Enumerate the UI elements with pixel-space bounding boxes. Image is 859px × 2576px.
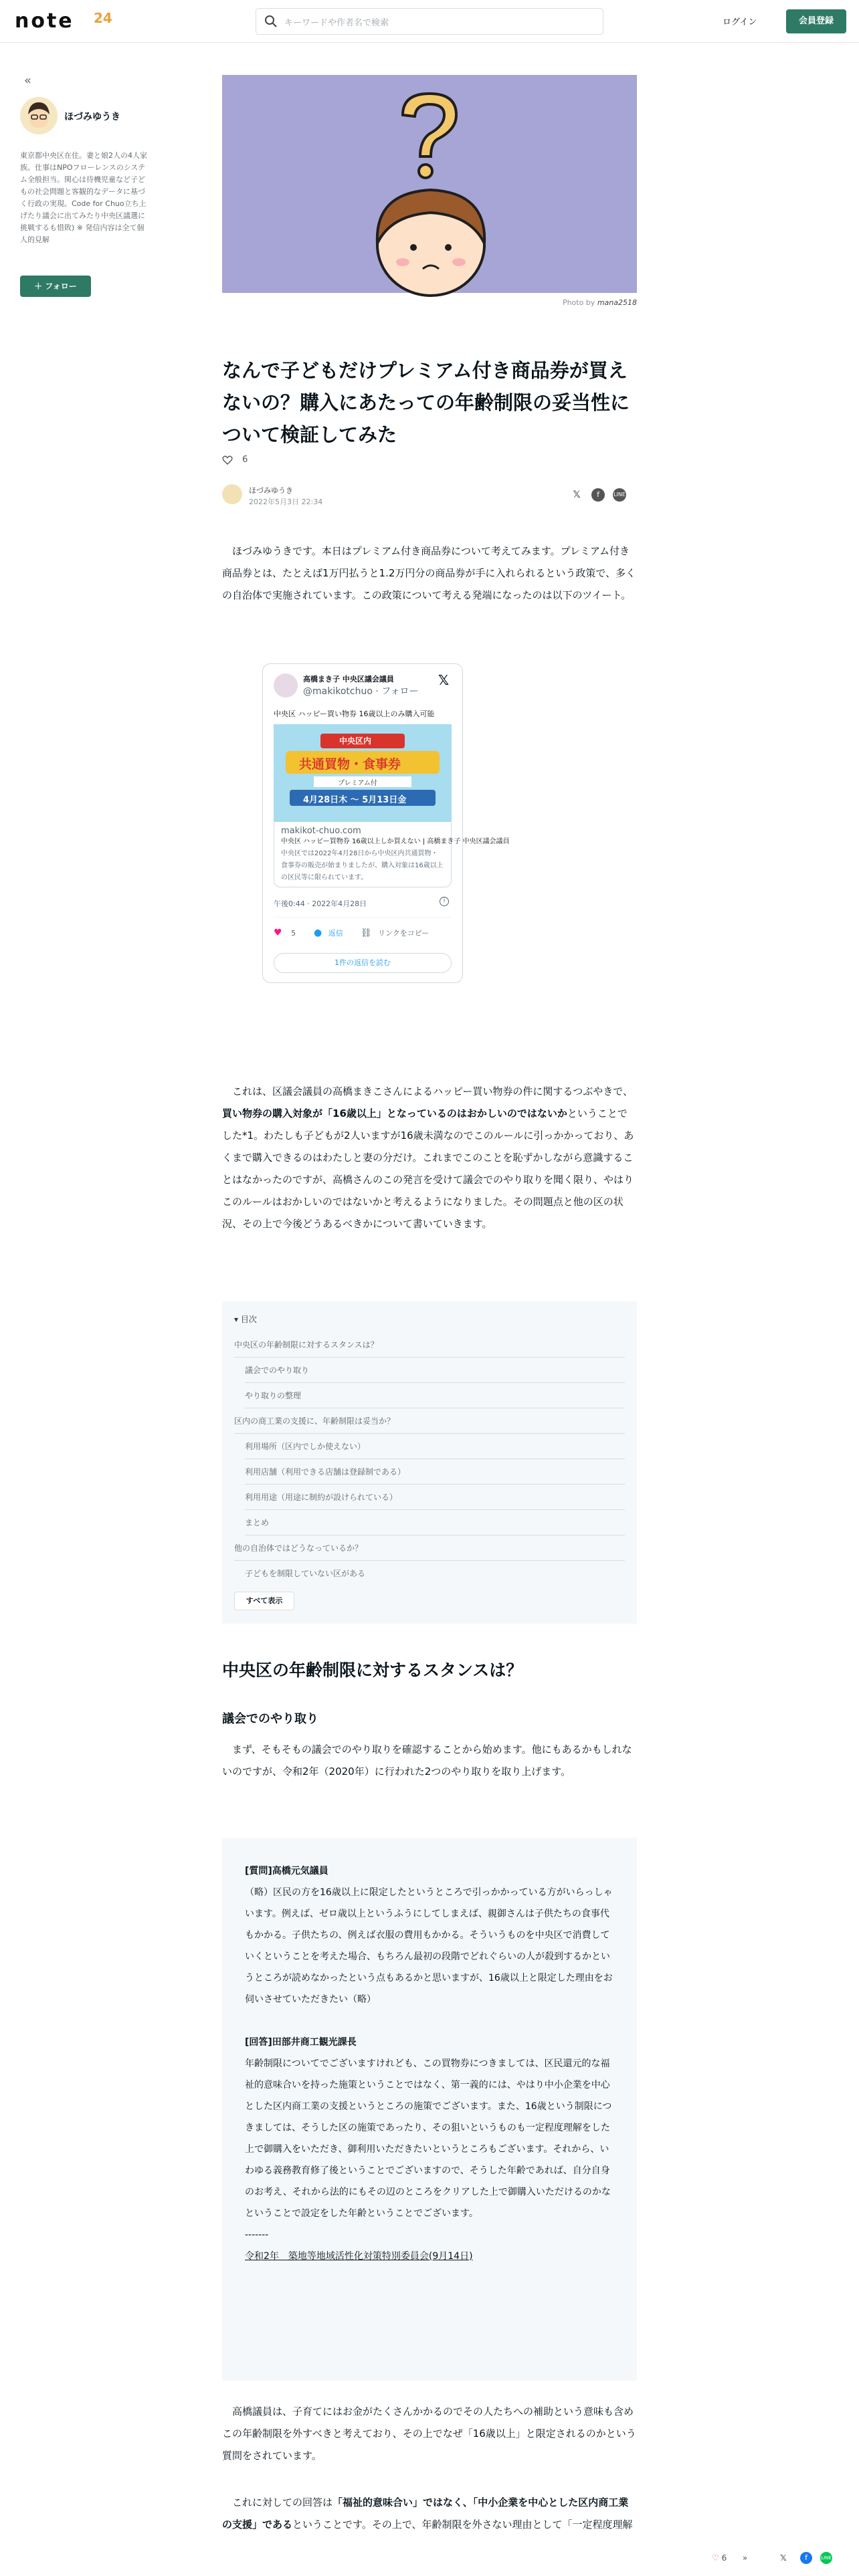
sticky-action-bar [0, 2541, 859, 2576]
tweet-reply-button[interactable] [314, 928, 343, 938]
toc-item[interactable]: 利用場所（区内でしか使えない） [245, 1434, 625, 1459]
footer-line-icon[interactable]: LINE [820, 2552, 832, 2564]
toc-header[interactable] [234, 1313, 257, 1325]
author-bio: 東京都中央区在住。妻と娘2人の4人家族。仕事はNPOフローレンスのシステム全般担当。関心は待機児童など子どもの社会問題と客観的なデータに基づく行政の実現。Code for Chuo立ち上げたり議会に出てみたり中央区議選に挑戦するも惜敗) ※ 発信内容は全て個人的見解 [20, 151, 147, 244]
table-of-contents [222, 1301, 637, 1624]
publish-date: 2022年5月3日 22:34 [249, 498, 323, 506]
card-domain: makikot-chuo.com [281, 826, 361, 836]
link-icon: ⛓ [361, 928, 372, 938]
card-title: 中央区 ハッピー買物券 16歳以上しか買えない | 高橋まき子 中央区議会議員 [281, 838, 510, 845]
toc-heading: 目次 [240, 1315, 257, 1324]
flyer-dates: 4月28日木 ～ 5月13日金 [303, 795, 407, 805]
photo-credit-prefix: Photo by [562, 298, 595, 307]
footer-like-count: 6 [721, 2553, 727, 2563]
info-icon[interactable]: i [440, 897, 449, 906]
tweet-like-button[interactable] [274, 928, 296, 938]
footer-collapse-icon[interactable]: » [743, 2553, 748, 2563]
card-description: 中央区では2022年4月28日から中央区内共通買物・食事券の販売が始まりましたが、購入対象は16歳以上の区民等に限られています。 [281, 850, 444, 881]
p5-text-a: これに対しての回答は [232, 2496, 333, 2508]
like-count: 6 [242, 455, 248, 465]
article-meta [222, 481, 637, 508]
paragraph-2 [222, 1081, 637, 1235]
note-logo[interactable]: note [15, 9, 74, 33]
copy-link-label: リンクをコピー [378, 929, 430, 938]
question-body: （略）区民の方を16歳以上に限定したというところで引っかかっている方がいらっしゃいます。例えば、ゼロ歳以上というふうにしてしまえば、親御さんは子供たちの食事代もかかる。子供たちの、例えば衣服の費用もかかる。そういうものを中央区で消費していくということを考えた場合、もちろん最初の段階でどれぐらいの人が殺到するかというところが読めなかったという点もあるかと思いますが、16歳以上と限定した理由をお伺いさせていただきたい（略） [245, 1887, 613, 2005]
reply-label: 返信 [328, 929, 343, 938]
collapse-sidebar-icon[interactable]: « [24, 74, 32, 88]
svg-text:24: 24 [94, 10, 112, 26]
footer-like-button[interactable] [712, 2553, 727, 2563]
quote-source-link[interactable]: 令和2年 築地等地域活性化対策特別委員会(9月14日) [245, 2251, 473, 2262]
follow-label: フォロー [45, 282, 77, 291]
paragraph-3: まず、そもそもの議会でのやり取りを確認することから始めます。他にもあるかもしれないのですが、令和2年（2020年）に行われた2つのやり取りを取り上げます。 [222, 1743, 632, 1778]
p2-bold: 買い物券の購入対象が「16歳以上」となっているのはおかしいのではないか [222, 1107, 567, 1119]
meta-author-name[interactable]: ほづみゆうき [249, 486, 293, 495]
p2-text-a: これは、区議会議員の高橋まきこさんによるハッピー買い物券の件に関するつぶやきで、 [232, 1085, 633, 1097]
subsection-heading: 議会でのやり取り [222, 1712, 318, 1726]
sidebar-author-name[interactable]: ほづみゆうき [64, 112, 120, 122]
p5-bold: 「福祉的意味合い」ではなく、「中小企業を中心とした区内商工業の支援」である [222, 2496, 629, 2531]
tweet-link-card[interactable] [274, 822, 510, 887]
hero-image [222, 75, 637, 293]
search-icon [264, 15, 278, 28]
tweet-heart-icon: ♥ [274, 928, 282, 938]
heart-icon[interactable] [222, 455, 233, 465]
p5-text-c: ということです。その上で、年齢制限を外さない理由として「一定程度理解 [292, 2518, 633, 2531]
footer-x-icon[interactable]: 𝕏 [780, 2553, 787, 2563]
toc-item[interactable]: 利用店舗（利用できる店舗は登録制である） [245, 1459, 625, 1485]
login-link[interactable]: ログイン [723, 17, 757, 27]
toc-item[interactable]: 利用用途（用途に制約が設けられている） [245, 1485, 625, 1510]
toc-item[interactable]: 区内の商工業の支援に、年齢制限は妥当か？ [234, 1408, 625, 1434]
toc-item[interactable]: やり取りの整理 [245, 1383, 625, 1408]
user-plus-icon: ＋ [34, 282, 45, 291]
x-logo-icon[interactable]: 𝕏 [438, 672, 450, 688]
tweet-author-name[interactable]: 高橋まき子 中央区議会議員 [303, 675, 394, 683]
facebook-share-icon[interactable]: f [591, 488, 605, 502]
p2-text-c: ということでした*1。わたしも子どもが2人いますが16歳未満なのでこのルールに引っかかっており、あくまで購入できるのはわたしと妻の分だけ。これまでこのことを恥ずかしながら意識することはなかったのですが、高橋さんのこの発言を受けて議会でのやり取りを聞く限り、やはりこのルールはおかしいのではないかと考えるようになりました。その問題点と他の区の状況、その上で今後どうあるべきかについて書いていきます。 [222, 1107, 634, 1230]
tweet-divider [274, 917, 452, 918]
x-share-icon[interactable]: 𝕏 [573, 490, 581, 500]
answer-body: 年齢制限についてでございますけれども、この買物券につきましては、区民還元的な福祉的意味合いを持った施策ということではなく、第一義的には、やはり中小企業を中心とした区内商工業の支援というところの施策でございます。また、16歳という制限につきましては、そうした区の施策であったり、その狙いというものも一定程度理解をした上で御購入をいただき、御利用いただきたいというところもございます。それから、いわゆる義務教育修了後ということでございますので、そうした年齢であれば、自分自身のお考え、それから法的にもその辺のところをクリアした上で御購入いただけるのかなということで設定をした年齢ということでございます。 [245, 2058, 612, 2219]
footer-facebook-icon[interactable]: f [800, 2552, 812, 2564]
tweet-timestamp[interactable]: 午後0:44 · 2022年4月28日 [274, 899, 367, 908]
photo-credit-name[interactable]: mana2518 [597, 298, 637, 307]
flyer-title-line1: 中央区内 [339, 736, 372, 746]
article-title: なんで子どもだけプレミアム付き商品券が買えないの？購入にあたっての年齢制限の妥当性について検証してみた [222, 359, 630, 446]
reply-bubble-icon: ● [314, 928, 322, 938]
quote-dashes: ------- [245, 2230, 269, 2240]
tweet-like-count: 5 [291, 929, 296, 938]
paragraph-5 [222, 2492, 637, 2539]
section-heading: 中央区の年齢制限に対するスタンスは？ [222, 1660, 523, 1680]
signup-button[interactable]: 会員登録 [786, 9, 846, 33]
tweet-avatar[interactable] [274, 673, 298, 697]
read-replies-button[interactable]: 1件の返信を読む [274, 953, 452, 973]
toc-item[interactable]: 議会でのやり取り [245, 1358, 625, 1383]
paragraph-4: 高橋議員は、子育てにはお金がたくさんかかるのでその人たちへの補助という意味も含めこの年齢制限を外すべきと考えており、その上でなぜ「16歳以上」と限定されるのかという質問をされています。 [222, 2405, 636, 2462]
embedded-tweet[interactable] [262, 663, 510, 983]
footer-heart-icon: ♡ [712, 2553, 719, 2563]
intro-paragraph: ほづみゆうきです。本日はプレミアム付き商品券について考えてみます。プレミアム付き商品券とは、たとえば1万円払うと1.2万円分の商品券が手に入れられるという政策で、多くの自治体で実施されています。この政策について考える発端になったのは以下のツイート。 [222, 545, 636, 601]
toc-item[interactable]: 他の自治体ではどうなっているか？ [234, 1535, 625, 1561]
flyer-title-line2: 共通買物・食事券 [299, 757, 401, 772]
flyer-title-line3: プレミアム付 [338, 780, 377, 787]
toc-item[interactable]: 子どもを制限していない区がある [245, 1569, 366, 1578]
toc-show-all-button[interactable]: すべて表示 [234, 1592, 294, 1610]
follow-button[interactable] [20, 276, 91, 297]
toc-item[interactable]: 中央区の年齢制限に対するスタンスは？ [234, 1332, 625, 1358]
tweet-handle[interactable]: @makikotchuo · フォロー [303, 686, 419, 697]
tweet-copy-link-button[interactable] [361, 928, 429, 938]
author-avatar[interactable] [20, 97, 58, 134]
quote-block [222, 1838, 637, 2381]
author-avatar-small[interactable] [222, 484, 242, 504]
site-header [0, 0, 859, 43]
line-share-icon[interactable]: LINE [613, 488, 626, 502]
answer-heading: [回答]田部井商工観光課長 [245, 2037, 357, 2048]
toc-item[interactable]: まとめ [245, 1510, 625, 1535]
tweet-text: 中央区 ハッピー買い物券 16歳以上のみ購入可能 [274, 710, 435, 718]
photo-credit [222, 298, 637, 307]
search-box[interactable] [256, 8, 603, 35]
logo-mark-icon [92, 8, 112, 32]
toc-caret-icon: ▾ [234, 1315, 241, 1324]
question-heading: [質問]高橋元気議員 [245, 1866, 328, 1876]
like-area[interactable] [222, 455, 248, 465]
search-placeholder: キーワードや作者名で検索 [284, 18, 389, 28]
tweet-card-image[interactable] [274, 724, 452, 822]
